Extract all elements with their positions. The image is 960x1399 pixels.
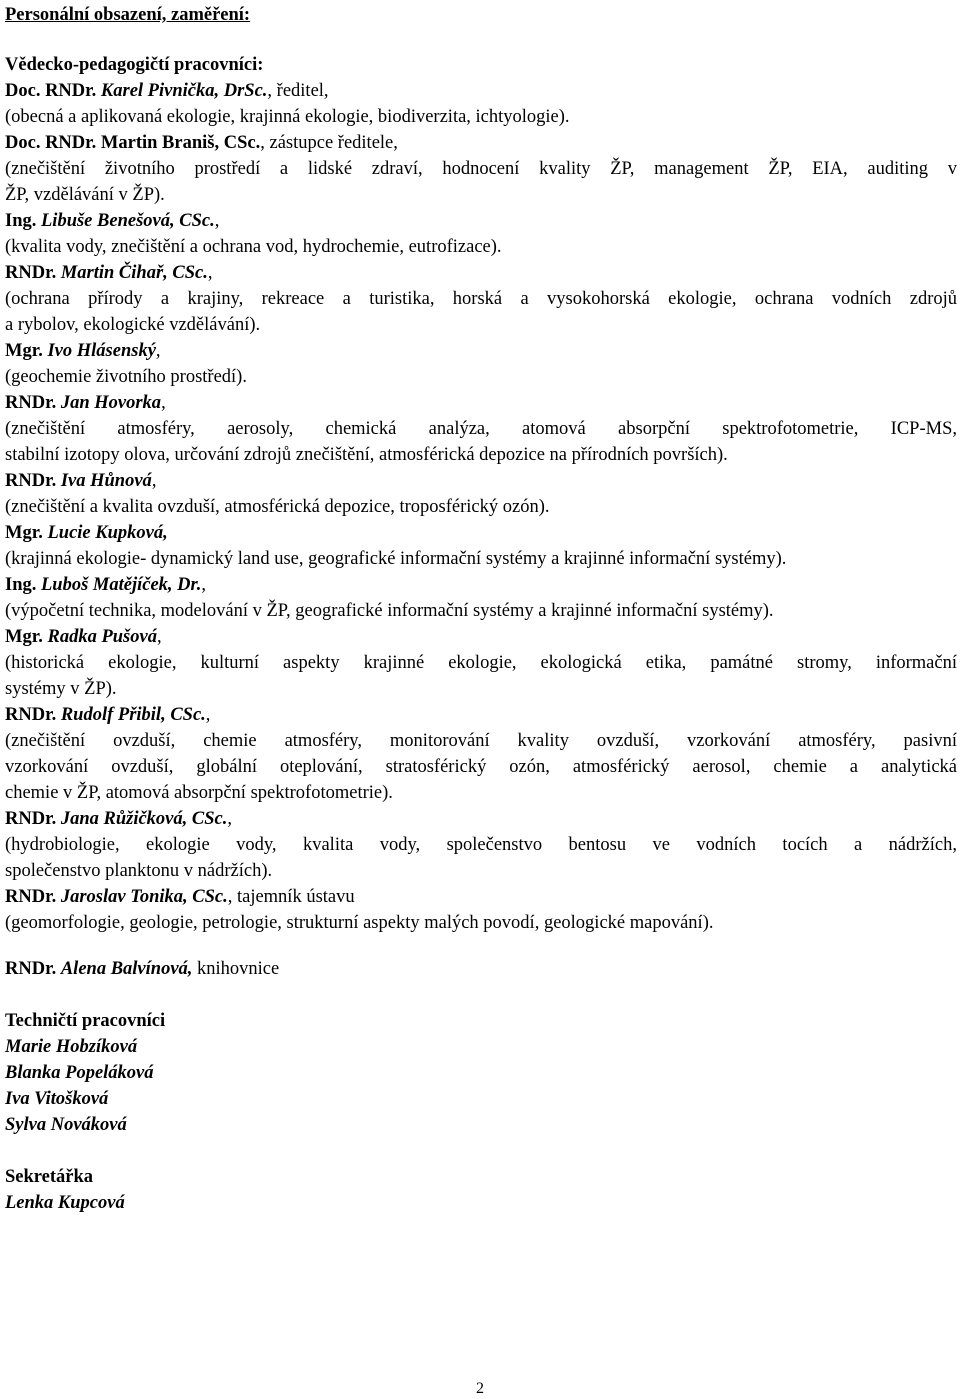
staff-focus: ŽP, vzdělávání v ŽP). bbox=[5, 185, 165, 205]
staff-entry: Ing. Luboš Matějíček, Dr., bbox=[5, 575, 206, 595]
technical-staff-section bbox=[5, 1008, 957, 1138]
staff-entry: RNDr. Jaroslav Tonika, CSc., tajemník ústavu bbox=[5, 887, 355, 907]
staff-focus: (historická ekologie, kulturní aspekty krajinné ekologie, ekologická etika, památné stromy, informační bbox=[5, 653, 957, 673]
staff-entry: Doc. RNDr. Martin Braniš, CSc., zástupce ředitele, bbox=[5, 133, 398, 153]
staff-entry: RNDr. Iva Hůnová, bbox=[5, 471, 157, 491]
staff-entry: RNDr. Martin Čihař, CSc., bbox=[5, 263, 213, 283]
staff-entry: Mgr. Ivo Hlásenský, bbox=[5, 341, 161, 361]
technical-staff-name: Blanka Popeláková bbox=[5, 1063, 154, 1083]
staff-focus: (krajinná ekologie- dynamický land use, geografické informační systémy a krajinné informační systémy). bbox=[5, 549, 787, 569]
technical-staff-name: Sylva Nováková bbox=[5, 1115, 127, 1135]
staff-entry: Mgr. Radka Pušová, bbox=[5, 627, 162, 647]
staff-entry: Ing. Libuše Benešová, CSc., bbox=[5, 211, 220, 231]
staff-focus: (znečištění ovzduší, chemie atmosféry, monitorování kvality ovzduší, vzorkování atmosféry, pasivní bbox=[5, 731, 957, 751]
scientific-staff-section bbox=[5, 52, 957, 936]
staff-focus: vzorkování ovzduší, globální oteplování, stratosférický ozón, atmosférický aerosol, chemie a analytická bbox=[5, 757, 957, 777]
staff-focus: chemie v ŽP, atomová absorpční spektrofotometrie). bbox=[5, 783, 393, 803]
page-heading: Personální obsazení, zaměření: bbox=[5, 5, 251, 25]
librarian-entry bbox=[5, 956, 957, 982]
page-number: 2 bbox=[476, 1380, 484, 1397]
technical-staff-name: Marie Hobzíková bbox=[5, 1037, 138, 1057]
staff-entry: RNDr. Rudolf Přibil, CSc., bbox=[5, 705, 211, 725]
staff-entry: RNDr. Alena Balvínová, knihovnice bbox=[5, 959, 280, 979]
staff-entry: Doc. RNDr. Karel Pivnička, DrSc., ředitel, bbox=[5, 81, 329, 101]
staff-focus: (hydrobiologie, ekologie vody, kvalita vody, společenstvo bentosu ve vodních tocích a nádržích, bbox=[5, 835, 957, 855]
secretary-name: Lenka Kupcová bbox=[5, 1193, 125, 1213]
section-title: Vědecko-pedagogičtí pracovníci: bbox=[5, 55, 264, 75]
section-title: Sekretářka bbox=[5, 1167, 94, 1187]
staff-focus: (geomorfologie, geologie, petrologie, strukturní aspekty malých povodí, geologické mapování). bbox=[5, 913, 714, 933]
staff-focus: (obecná a aplikovaná ekologie, krajinná ekologie, biodiverzita, ichtyologie). bbox=[5, 107, 570, 127]
staff-focus: (znečištění životního prostředí a lidské zdraví, hodnocení kvality ŽP, management ŽP, EIA, auditing v bbox=[5, 159, 957, 179]
staff-focus: systémy v ŽP). bbox=[5, 679, 117, 699]
staff-entry: Mgr. Lucie Kupková, bbox=[5, 523, 168, 543]
staff-focus: společenstvo planktonu v nádržích). bbox=[5, 861, 273, 881]
section-title: Techničtí pracovníci bbox=[5, 1011, 166, 1031]
secretary-section bbox=[5, 1164, 957, 1216]
technical-staff-name: Iva Vitošková bbox=[5, 1089, 109, 1109]
staff-entry: RNDr. Jana Růžičková, CSc., bbox=[5, 809, 232, 829]
staff-focus: (znečištění atmosféry, aerosoly, chemická analýza, atomová absorpční spektrofotometrie, ICP-MS, bbox=[5, 419, 957, 439]
staff-focus: stabilní izotopy olova, určování zdrojů znečištění, atmosférická depozice na přírodních površích). bbox=[5, 445, 728, 465]
staff-focus: (kvalita vody, znečištění a ochrana vod, hydrochemie, eutrofizace). bbox=[5, 237, 502, 257]
staff-focus: (znečištění a kvalita ovzduší, atmosférická depozice, troposférický ozón). bbox=[5, 497, 550, 517]
staff-focus: (geochemie životního prostředí). bbox=[5, 367, 247, 387]
staff-focus: (výpočetní technika, modelování v ŽP, geografické informační systémy a krajinné informační systémy). bbox=[5, 601, 774, 621]
staff-focus: a rybolov, ekologické vzdělávání). bbox=[5, 315, 261, 335]
staff-focus: (ochrana přírody a krajiny, rekreace a turistika, horská a vysokohorská ekologie, ochrana vodních zdrojů bbox=[5, 289, 957, 309]
staff-entry: RNDr. Jan Hovorka, bbox=[5, 393, 166, 413]
